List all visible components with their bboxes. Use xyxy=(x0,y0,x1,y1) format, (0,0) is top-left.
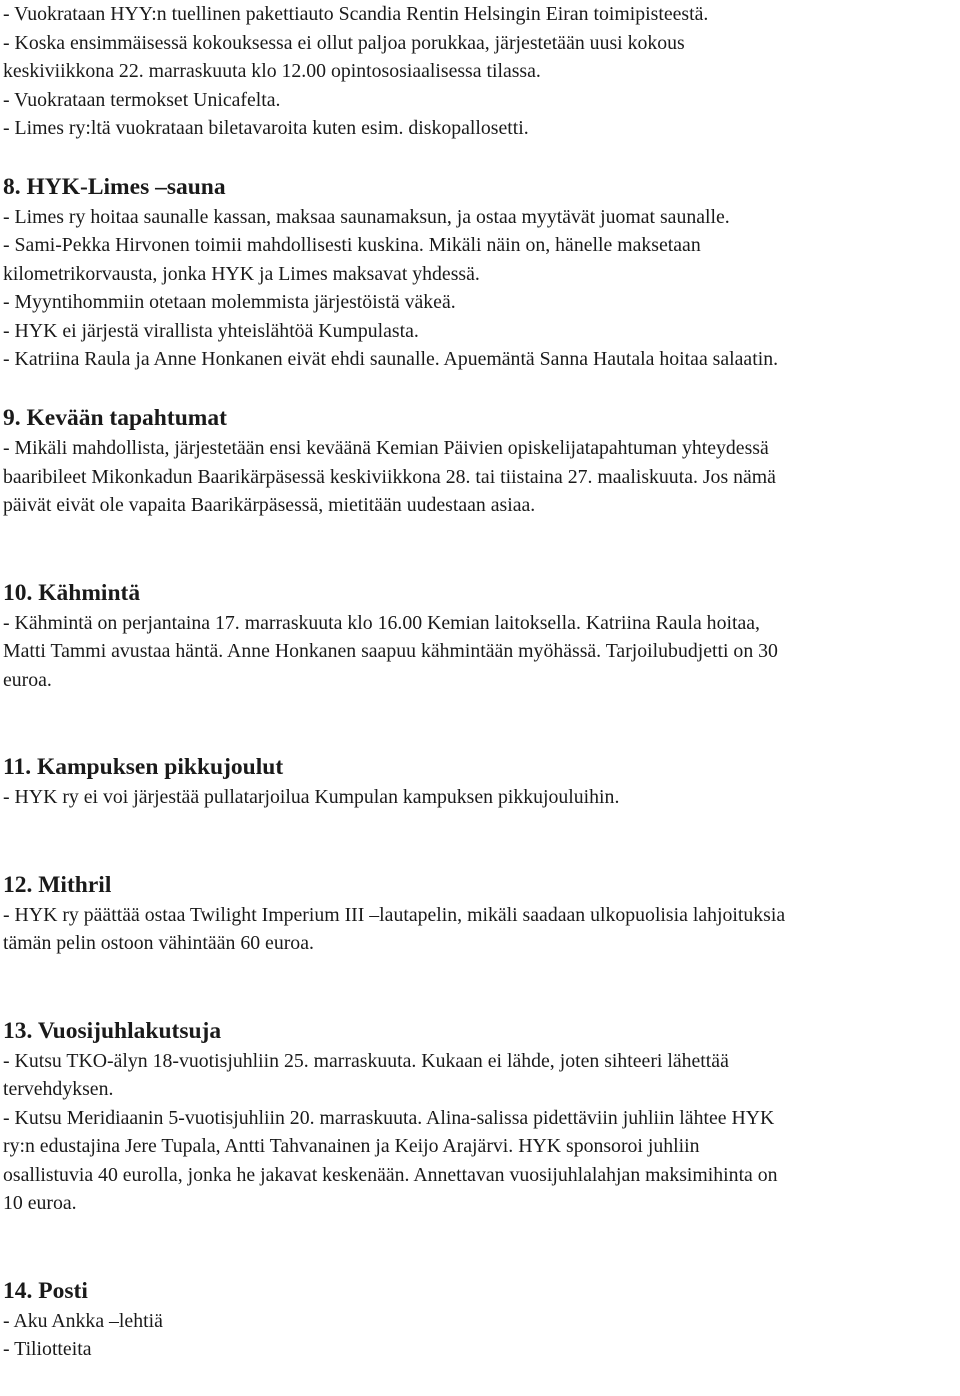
section-line: baaribileet Mikonkadun Baarikärpäsessä keskiviikkona 28. tai tiistaina 27. maaliskuuta. Jos nämä xyxy=(3,465,776,488)
section-line: kilometrikorvausta, jonka HYK ja Limes maksavat yhdessä. xyxy=(3,262,480,285)
section-heading: 14. Posti xyxy=(3,1277,88,1304)
intro-line: - Vuokrataan termokset Unicafelta. xyxy=(3,88,281,111)
section-heading: 9. Kevään tapahtumat xyxy=(3,405,227,431)
section-heading: 11. Kampuksen pikkujoulut xyxy=(3,754,284,780)
intro-block xyxy=(3,0,960,143)
document-page xyxy=(3,0,960,1364)
section-line: päivät eivät ole vapaita Baarikärpäsessä, mietitään uudestaan asiaa. xyxy=(3,494,536,516)
intro-line: - Vuokrataan HYY:n tuellinen pakettiauto Scandia Rentin Helsingin Eiran toimipisteestä. xyxy=(3,3,709,25)
section-line: tervehdyksen. xyxy=(3,1078,114,1100)
section-heading: 8. HYK-Limes –sauna xyxy=(3,173,226,200)
section-kahminta xyxy=(3,577,960,695)
section-hyk-limes-sauna xyxy=(3,171,960,374)
section-line: - HYK ry päättää ostaa Twilight Imperium III –lautapelin, mikäli saadaan ulkopuolisia lahjoituksia xyxy=(3,903,786,926)
section-line: 10 euroa. xyxy=(3,1192,77,1214)
section-line: - Kutsu Meridiaanin 5-vuotisjuhliin 20. marraskuuta. Alina-salissa pidettäviin juhliin lähtee HYK xyxy=(3,1106,775,1129)
section-line: tämän pelin ostoon vähintään 60 euroa. xyxy=(3,932,314,954)
section-heading: 13. Vuosijuhlakutsuja xyxy=(3,1017,222,1044)
section-line: - Aku Ankka –lehtiä xyxy=(3,1309,163,1332)
section-line: osallistuvia 40 eurolla, jonka he jakavat keskenään. Annettavan vuosijuhlalahjan maksimihinta on xyxy=(3,1163,778,1186)
section-line: - Tiliotteita xyxy=(3,1338,92,1360)
section-line: - Katriina Raula ja Anne Honkanen eivät ehdi saunalle. Apuemäntä Sanna Hautala hoitaa salaatin. xyxy=(3,348,779,370)
section-line: - Kähmintä on perjantaina 17. marraskuuta klo 16.00 Kemian laitoksella. Katriina Raula hoitaa, xyxy=(3,611,760,634)
section-line: euroa. xyxy=(3,668,52,691)
section-kevaan-tapahtumat xyxy=(3,402,960,520)
section-line: - HYK ei järjestä virallista yhteislähtöä Kumpulasta. xyxy=(3,319,419,342)
section-posti xyxy=(3,1275,960,1364)
section-kampuksen-pikkujoulut xyxy=(3,751,960,812)
section-line: - Kutsu TKO-älyn 18-vuotisjuhliin 25. marraskuuta. Kukaan ei lähde, joten sihteeri lähettää xyxy=(3,1049,729,1072)
section-mithril xyxy=(3,869,960,958)
intro-line: - Limes ry:ltä vuokrataan biletavaroita kuten esim. diskopallosetti. xyxy=(3,117,529,139)
section-heading: 10. Kähmintä xyxy=(3,579,141,606)
section-line: Matti Tammi avustaa häntä. Anne Honkanen saapuu kähmintään myöhässä. Tarjoilubudjetti on 30 xyxy=(3,640,778,662)
section-vuosijuhlakutsuja xyxy=(3,1015,960,1218)
section-line: - HYK ry ei voi järjestää pullatarjoilua Kumpulan kampuksen pikkujouluihin. xyxy=(3,786,620,808)
section-line: - Myyntihommiin otetaan molemmista järjestöistä väkeä. xyxy=(3,291,456,313)
intro-line: - Koska ensimmäisessä kokouksessa ei ollut paljoa porukkaa, järjestetään uusi kokous xyxy=(3,31,685,54)
section-line: - Sami-Pekka Hirvonen toimii mahdollisesti kuskina. Mikäli näin on, hänelle maksetaan xyxy=(3,234,701,256)
intro-line: keskiviikkona 22. marraskuuta klo 12.00 opintososiaalisessa tilassa. xyxy=(3,60,541,82)
section-line: - Limes ry hoitaa saunalle kassan, maksaa saunamaksun, ja ostaa myytävät juomat saunalle. xyxy=(3,205,730,228)
section-line: ry:n edustajina Jere Tupala, Antti Tahvanainen ja Keijo Arajärvi. HYK sponsoroi juhliin xyxy=(3,1135,700,1157)
section-line: - Mikäli mahdollista, järjestetään ensi keväänä Kemian Päivien opiskelijatapahtuman yhteydessä xyxy=(3,437,769,459)
section-heading: 12. Mithril xyxy=(3,871,112,898)
